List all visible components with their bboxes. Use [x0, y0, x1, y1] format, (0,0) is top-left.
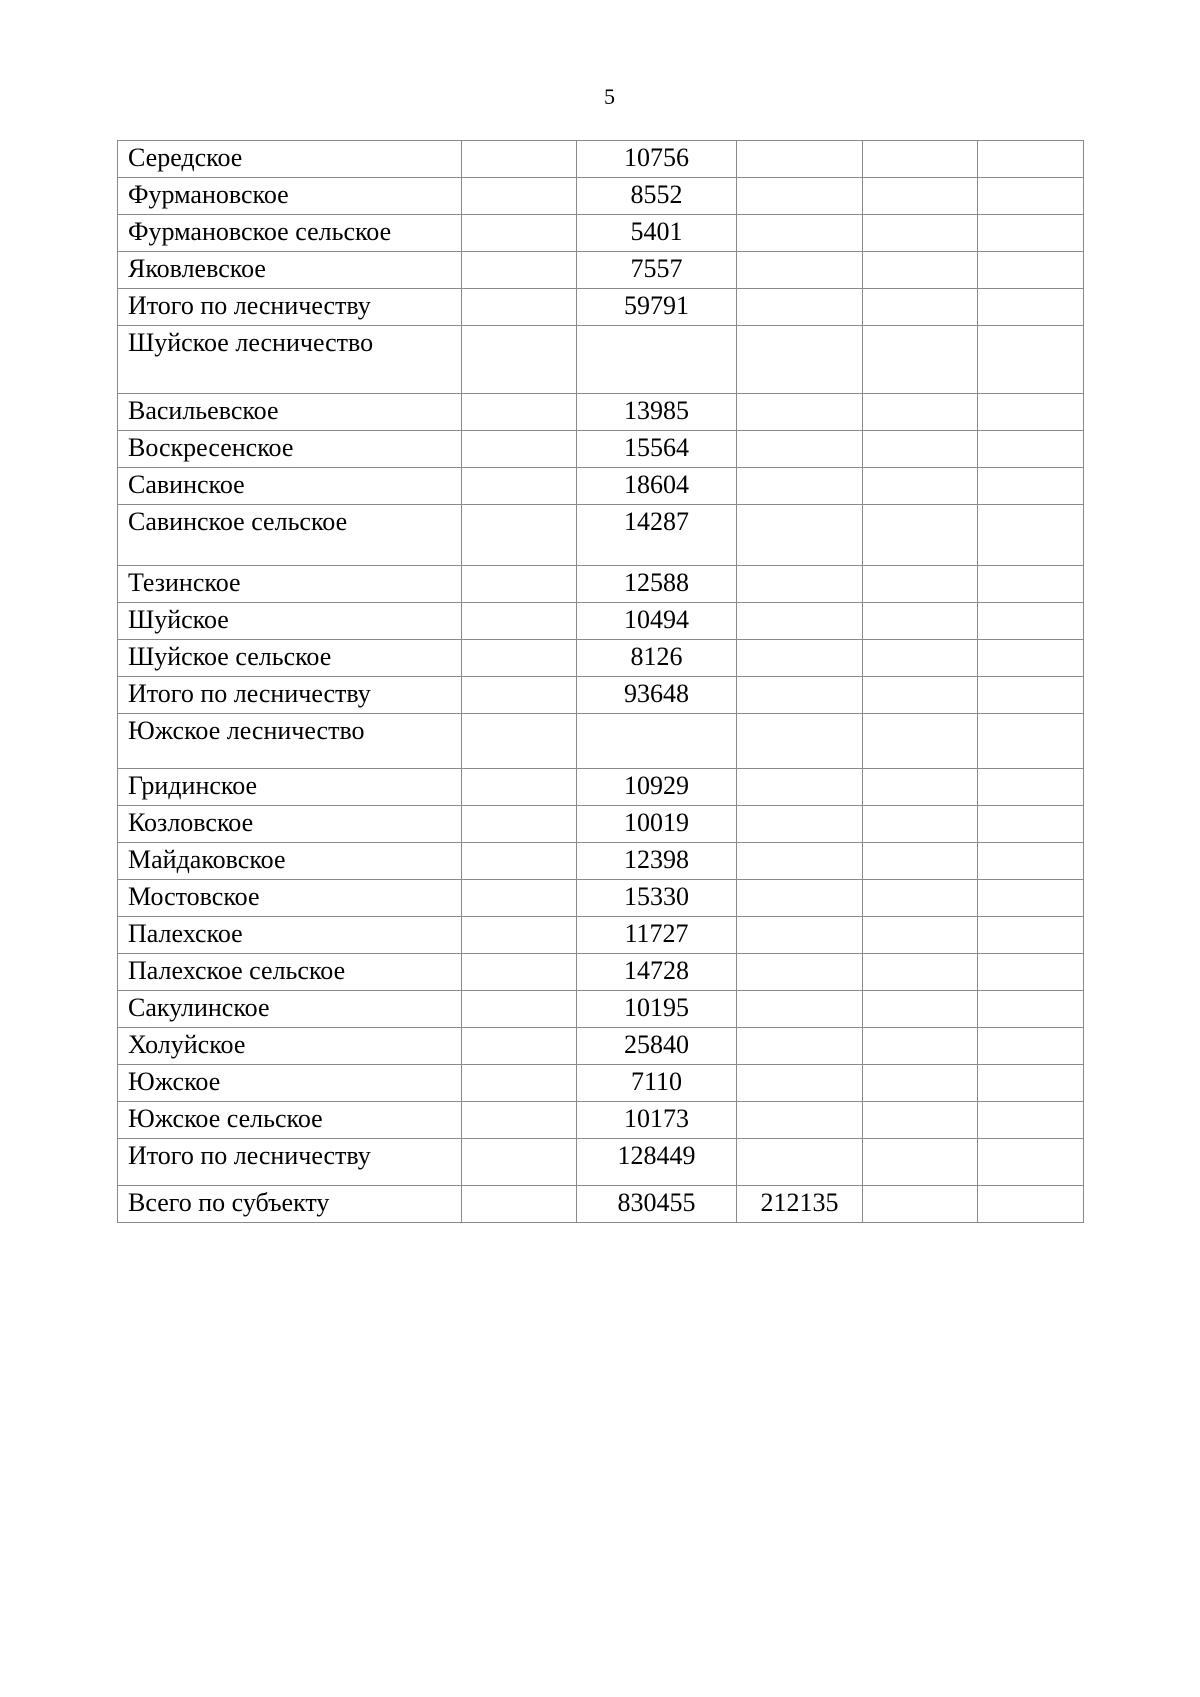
column-1-cell [462, 991, 577, 1028]
column-1-cell [462, 215, 577, 252]
column-4-cell [863, 714, 978, 769]
table-row [118, 1186, 1084, 1223]
column-1-cell [462, 677, 577, 714]
column-5-cell [978, 178, 1084, 215]
column-3-cell [737, 806, 863, 843]
area-value-cell: 93648 [577, 677, 737, 714]
column-5-cell [978, 880, 1084, 917]
column-5-cell [978, 1102, 1084, 1139]
column-5-cell [978, 677, 1084, 714]
column-5-cell [978, 603, 1084, 640]
column-4-cell [863, 1102, 978, 1139]
area-value-cell: 15564 [577, 431, 737, 468]
column-1-cell [462, 431, 577, 468]
area-value-cell: 14728 [577, 954, 737, 991]
column-4-cell [863, 215, 978, 252]
row-name-cell: Всего по субъекту [118, 1186, 462, 1223]
column-3-cell [737, 215, 863, 252]
area-value-cell: 10494 [577, 603, 737, 640]
column-5-cell [978, 714, 1084, 769]
column-5-cell [978, 1186, 1084, 1223]
column-4-cell [863, 178, 978, 215]
area-value-cell: 830455 [577, 1186, 737, 1223]
column-3-cell [737, 603, 863, 640]
column-5-cell [978, 289, 1084, 326]
column-3-cell: 212135 [737, 1186, 863, 1223]
row-name-cell: Южское лесничество [118, 714, 462, 769]
column-1-cell [462, 289, 577, 326]
area-value-cell [577, 326, 737, 394]
table-row [118, 991, 1084, 1028]
table-body [118, 141, 1084, 1223]
area-value-cell: 5401 [577, 215, 737, 252]
row-name-cell: Яковлевское [118, 252, 462, 289]
table-row [118, 178, 1084, 215]
table-row [118, 215, 1084, 252]
column-1-cell [462, 141, 577, 178]
column-1-cell [462, 640, 577, 677]
column-1-cell [462, 468, 577, 505]
column-5-cell [978, 326, 1084, 394]
column-1-cell [462, 843, 577, 880]
column-5-cell [978, 806, 1084, 843]
column-4-cell [863, 880, 978, 917]
column-5-cell [978, 505, 1084, 566]
table-row [118, 289, 1084, 326]
column-3-cell [737, 289, 863, 326]
row-name-cell: Савинское [118, 468, 462, 505]
column-3-cell [737, 677, 863, 714]
table-row [118, 566, 1084, 603]
table-row [118, 394, 1084, 431]
area-value-cell: 59791 [577, 289, 737, 326]
row-name-cell: Фурмановское сельское [118, 215, 462, 252]
area-value-cell: 25840 [577, 1028, 737, 1065]
column-4-cell [863, 1065, 978, 1102]
area-value-cell: 8552 [577, 178, 737, 215]
area-value-cell: 10756 [577, 141, 737, 178]
column-4-cell [863, 843, 978, 880]
column-5-cell [978, 1065, 1084, 1102]
column-3-cell [737, 714, 863, 769]
table-row [118, 843, 1084, 880]
column-3-cell [737, 326, 863, 394]
area-value-cell: 12588 [577, 566, 737, 603]
column-5-cell [978, 769, 1084, 806]
column-3-cell [737, 394, 863, 431]
column-1-cell [462, 603, 577, 640]
column-5-cell [978, 431, 1084, 468]
column-3-cell [737, 843, 863, 880]
area-value-cell: 10019 [577, 806, 737, 843]
column-3-cell [737, 917, 863, 954]
table-row [118, 640, 1084, 677]
column-3-cell [737, 505, 863, 566]
column-5-cell [978, 394, 1084, 431]
column-5-cell [978, 468, 1084, 505]
column-1-cell [462, 1139, 577, 1186]
area-value-cell: 11727 [577, 917, 737, 954]
area-value-cell: 18604 [577, 468, 737, 505]
column-5-cell [978, 215, 1084, 252]
column-4-cell [863, 505, 978, 566]
column-1-cell [462, 769, 577, 806]
column-4-cell [863, 394, 978, 431]
column-4-cell [863, 289, 978, 326]
column-1-cell [462, 252, 577, 289]
column-3-cell [737, 431, 863, 468]
area-value-cell: 12398 [577, 843, 737, 880]
row-name-cell: Холуйское [118, 1028, 462, 1065]
column-4-cell [863, 603, 978, 640]
table-row [118, 431, 1084, 468]
column-4-cell [863, 1186, 978, 1223]
column-1-cell [462, 917, 577, 954]
forestry-table [117, 140, 1084, 1223]
column-3-cell [737, 954, 863, 991]
table-row [118, 1028, 1084, 1065]
row-name-cell: Южское [118, 1065, 462, 1102]
column-1-cell [462, 806, 577, 843]
table-row [118, 1139, 1084, 1186]
area-value-cell: 7110 [577, 1065, 737, 1102]
area-value-cell: 10173 [577, 1102, 737, 1139]
area-value-cell: 13985 [577, 394, 737, 431]
column-4-cell [863, 468, 978, 505]
table-row [118, 769, 1084, 806]
row-name-cell: Палехское [118, 917, 462, 954]
column-5-cell [978, 843, 1084, 880]
page-number: 5 [604, 84, 615, 109]
column-4-cell [863, 1139, 978, 1186]
column-1-cell [462, 1186, 577, 1223]
table-row [118, 714, 1084, 769]
table-row [118, 603, 1084, 640]
column-5-cell [978, 917, 1084, 954]
column-1-cell [462, 505, 577, 566]
area-value-cell [577, 714, 737, 769]
column-4-cell [863, 677, 978, 714]
row-name-cell: Шуйское сельское [118, 640, 462, 677]
column-3-cell [737, 769, 863, 806]
column-1-cell [462, 394, 577, 431]
column-1-cell [462, 1028, 577, 1065]
column-3-cell [737, 1139, 863, 1186]
column-4-cell [863, 917, 978, 954]
column-4-cell [863, 991, 978, 1028]
row-name-cell: Воскресенское [118, 431, 462, 468]
area-value-cell: 8126 [577, 640, 737, 677]
column-3-cell [737, 252, 863, 289]
column-3-cell [737, 991, 863, 1028]
area-value-cell: 15330 [577, 880, 737, 917]
column-4-cell [863, 252, 978, 289]
row-name-cell: Шуйское лесничество [118, 326, 462, 394]
table-row [118, 505, 1084, 566]
area-value-cell: 10929 [577, 769, 737, 806]
row-name-cell: Итого по лесничеству [118, 1139, 462, 1186]
table-row [118, 1102, 1084, 1139]
row-name-cell: Середское [118, 141, 462, 178]
column-1-cell [462, 326, 577, 394]
column-3-cell [737, 468, 863, 505]
area-value-cell: 128449 [577, 1139, 737, 1186]
table-row [118, 806, 1084, 843]
column-3-cell [737, 178, 863, 215]
table-row [118, 917, 1084, 954]
column-5-cell [978, 1028, 1084, 1065]
column-5-cell [978, 1139, 1084, 1186]
table-row [118, 468, 1084, 505]
column-5-cell [978, 954, 1084, 991]
column-4-cell [863, 640, 978, 677]
table-row [118, 141, 1084, 178]
column-4-cell [863, 1028, 978, 1065]
row-name-cell: Мостовское [118, 880, 462, 917]
row-name-cell: Гридинское [118, 769, 462, 806]
row-name-cell: Козловское [118, 806, 462, 843]
row-name-cell: Итого по лесничеству [118, 289, 462, 326]
column-1-cell [462, 880, 577, 917]
column-3-cell [737, 1028, 863, 1065]
column-3-cell [737, 640, 863, 677]
row-name-cell: Васильевское [118, 394, 462, 431]
area-value-cell: 14287 [577, 505, 737, 566]
column-1-cell [462, 178, 577, 215]
column-5-cell [978, 141, 1084, 178]
row-name-cell: Майдаковское [118, 843, 462, 880]
column-1-cell [462, 714, 577, 769]
column-1-cell [462, 566, 577, 603]
column-3-cell [737, 1065, 863, 1102]
table-row [118, 326, 1084, 394]
column-4-cell [863, 954, 978, 991]
column-4-cell [863, 326, 978, 394]
area-value-cell: 10195 [577, 991, 737, 1028]
column-4-cell [863, 806, 978, 843]
row-name-cell: Савинское сельское [118, 505, 462, 566]
column-4-cell [863, 566, 978, 603]
column-5-cell [978, 566, 1084, 603]
column-4-cell [863, 769, 978, 806]
column-5-cell [978, 640, 1084, 677]
row-name-cell: Итого по лесничеству [118, 677, 462, 714]
column-1-cell [462, 1065, 577, 1102]
column-4-cell [863, 431, 978, 468]
column-3-cell [737, 1102, 863, 1139]
column-1-cell [462, 954, 577, 991]
column-4-cell [863, 141, 978, 178]
row-name-cell: Южское сельское [118, 1102, 462, 1139]
column-3-cell [737, 880, 863, 917]
row-name-cell: Сакулинское [118, 991, 462, 1028]
table-row [118, 1065, 1084, 1102]
column-5-cell [978, 991, 1084, 1028]
row-name-cell: Фурмановское [118, 178, 462, 215]
table-row [118, 954, 1084, 991]
column-3-cell [737, 141, 863, 178]
row-name-cell: Шуйское [118, 603, 462, 640]
column-1-cell [462, 1102, 577, 1139]
column-5-cell [978, 252, 1084, 289]
column-3-cell [737, 566, 863, 603]
area-value-cell: 7557 [577, 252, 737, 289]
row-name-cell: Тезинское [118, 566, 462, 603]
table-row [118, 880, 1084, 917]
table-row [118, 252, 1084, 289]
table-row [118, 677, 1084, 714]
row-name-cell: Палехское сельское [118, 954, 462, 991]
